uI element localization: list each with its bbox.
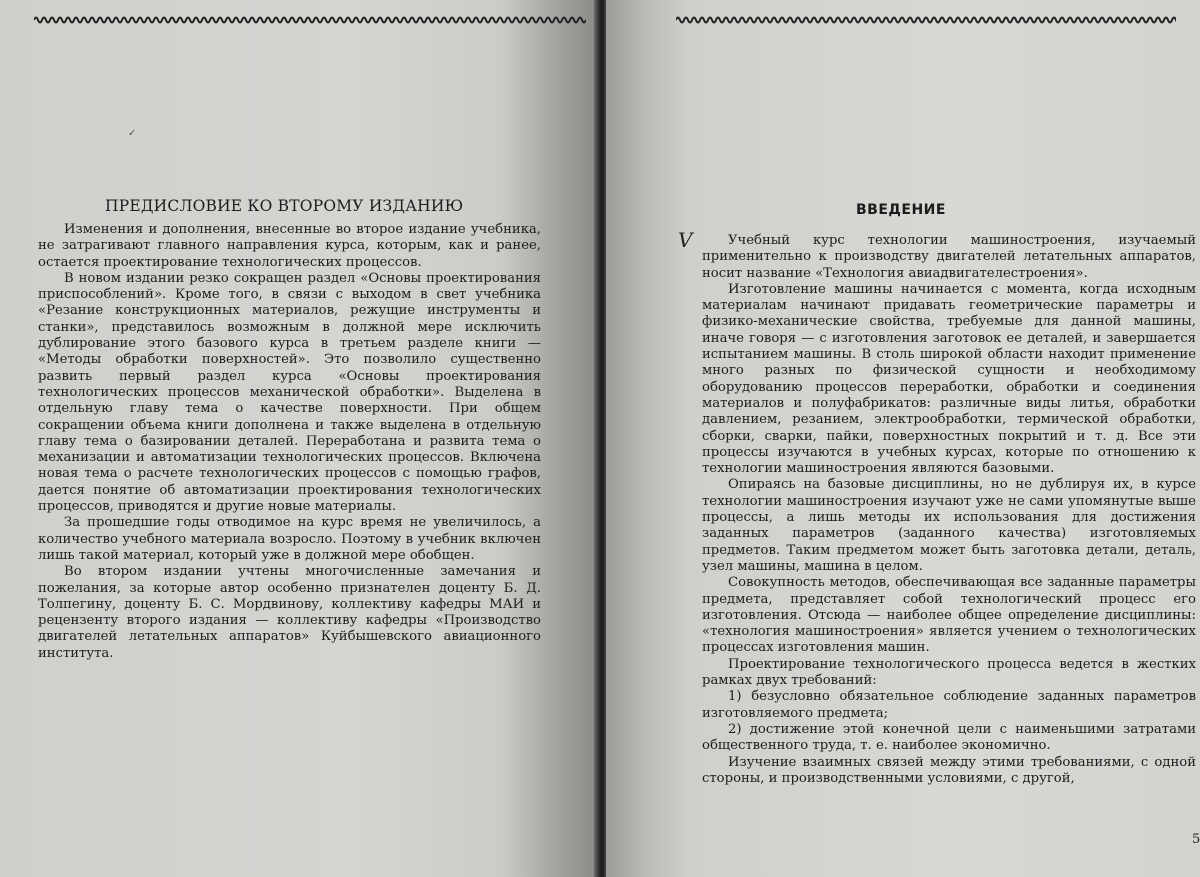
paragraph: Опираясь на базовые дисциплины, но не дублируя их, в курсе технологии машиностроения изучают уже не сами упомянутые выше процессы, а лишь методы их использования для достижения заданных параметров (заданного качества) изготовляемых предметов. Таким предметом может быть заготовка детали, деталь, узел машины, машина в целом. xyxy=(702,477,1196,574)
page-tick-mark: ✓ xyxy=(128,128,137,139)
margin-check-mark: V xyxy=(678,228,693,252)
introduction-title: ВВЕДЕНИЕ xyxy=(856,202,946,218)
paragraph: Во втором издании учтены многочисленные замечания и пожелания, за которые автор особенно признателен доценту Б. Д. Толпегину, доценту Б. С. Мордвинову, коллективу кафедры МАИ и рецензенту второго издания — коллективу кафедры «Производство двигателей летательных аппаратов» Куйбышевского авиационного института. xyxy=(38,564,541,661)
paragraph: Изменения и дополнения, внесенные во второе издание учебника, не затрагивают главного направления курса, которым, как и ранее, остается проектирование технологических процессов. xyxy=(38,222,541,270)
paragraph: Изготовление машины начинается с момента, когда исходным материалам начинают придавать геометрические параметры и физико-механические свойства, требуемые для данной машины, иначе говоря — с изготовления заготовок ее деталей, и завершается испытанием машины. В столь широкой области находит применение много разных по физической сущности и необходимому оборудованию процессов переработки, обработки и соединения материалов и полуфабрикатов: различные виды литья, обработки давлением, резанием, электрообработки, термической обработки, сборки, сварки, пайки, поверхностных покрытий и т. д. Все эти процессы изучаются в учебных курсах, которые по отношению к технологии машиностроения являются базовыми. xyxy=(702,281,1196,477)
paragraph: Совокупность методов, обеспечивающая все заданные параметры предмета, представляет собой технологический процесс его изготовления. Отсюда — наиболее общее определение дисциплины: «технология машиностроения» является учением о технологических процессах изготовления машин. xyxy=(702,575,1196,656)
paragraph: 2) достижение этой конечной цели с наименьшими затратами общественного труда, т. е. наиболее экономично. xyxy=(702,721,1196,754)
right-page xyxy=(606,0,1200,877)
decorative-wave-rule xyxy=(34,14,586,26)
paragraph: Учебный курс технологии машиностроения, изучаемый применительно к производству двигателей летательных аппаратов, носит название «Технология авиадвигателестроения». xyxy=(702,233,1196,281)
paragraph: 1) безусловно обязательное соблюдение заданных параметров изготовляемого предмета; xyxy=(702,689,1196,721)
introduction-text xyxy=(702,233,1196,787)
preface-text xyxy=(38,222,541,662)
decorative-wave-rule xyxy=(676,14,1176,26)
paragraph: В новом издании резко сокращен раздел «Основы проектирования приспособлений». Кроме того, в связи с выходом в свет учебника «Резание конструкционных материалов, режущие инструменты и станки», представилось возможным в должной мере исключить дублирование этого базового курса в третьем разделе книги — «Методы обработки поверхностей». Это позволило существенно развить первый раздел курса «Основы проектирования технологических процессов механической обработки». Выделена в отдельную главу тема о качестве поверхности. При общем сокращении объема книги дополнена и также выделена в отдельную главу тема о базировании деталей. Переработана и развита тема о механизации и автоматизации технологических процессов. Включена новая тема о расчете технологических процессов с помощью графов, дается понятие об автоматизации проектирования технологических процессов, приводятся и другие новые материалы. xyxy=(38,270,541,515)
paragraph: Проектирование технологического процесса ведется в жестких рамках двух требований: xyxy=(702,656,1196,689)
preface-title: ПРЕДИСЛОВИЕ КО ВТОРОМУ ИЗДАНИЮ xyxy=(105,197,464,215)
paragraph: Изучение взаимных связей между этими требованиями, с одной стороны, и производственными условиями, с другой, xyxy=(702,754,1196,786)
page-number: 5 xyxy=(1192,832,1200,847)
paragraph: За прошедшие годы отводимое на курс время не увеличилось, а количество учебного материала возросло. Поэтому в учебник включен лишь такой материал, который уже в должной мере обобщен. xyxy=(38,515,541,563)
left-page xyxy=(0,0,596,877)
